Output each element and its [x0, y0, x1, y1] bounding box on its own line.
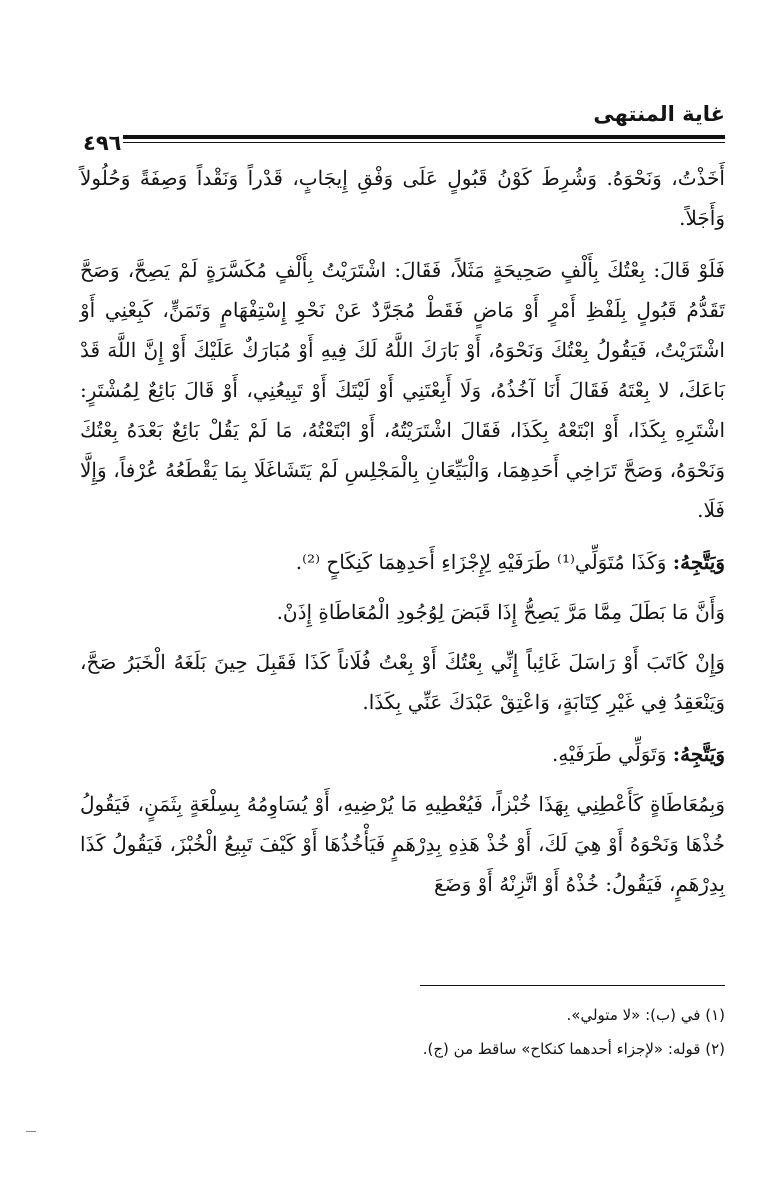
main-text [80, 158, 725, 916]
paragraph: فَلَوْ قَالَ: بِعْتُكَ بِأَلْفٍ صَحِيحَةٍ مَثَلاً، فَقَالَ: اشْتَرَيْتُ بِأَلْفٍ مُكَسَّرَةٍ لَمْ يَصِحَّ، وَصَحَّ تَقَدُّمُ قَبُولٍ بِلَفْظِ أَمْرٍ أَوْ مَاضٍ فَقَطْ مُجَرَّدٌ عَنْ نَحْوِ إِسْتِفْهَامٍ وَتَمَنٍّ، كَبِعْنِي أَوْ اشْتَرَيْتُ، فَيَقُولُ بِعْتُكَ وَنَحْوَهُ، أَوْ بَارَكَ اللَّهُ لَكَ فِيهِ أَوْ مُبَارَكٌ عَلَيْكَ أَوْ إِنَّ اللَّهَ قَدْ بَاعَكَ، لا بِعْتَهُ فَقَالَ أَنَا آخُذُهُ، وَلَا أَبِعْتَنِي أَوْ لَيْتَكَ أَوْ تَبِيعُنِي، أَوْ قَالَ بَائِعٌ لِمُشْتَرٍ: اشْتَرِهِ بِكَذَا، أَوْ ابْتَعْهُ بِكَذَا، فَقَالَ اشْتَرَيْتُهُ، أَوْ ابْتَعْتُهُ، مَا لَمْ يَقُلْ بَائِعٌ بَعْدَهُ بِعْتُكَ وَنَحْوَهُ، وَصَحَّ تَرَاخِي أَحَدِهِمَا، وَالْبَيِّعَانِ بِالْمَجْلِسِ لَمْ يَتَشَاغَلَا بِمَا يَقْطَعُهُ عُرْفاً، وَإِلَّا فَلَا. [80, 258, 725, 522]
paragraph: أَخَذْتُ، وَنَحْوَهُ. وَشُرِطَ كَوْنُ قَبُولٍ عَلَى وَفْقِ إِيجَابٍ، قَدْراً وَنَقْداً وَصِفَةً وَحُلُولاً وَأَجَلاً. [80, 166, 725, 230]
header-rule-thick [123, 135, 725, 139]
running-header-title: غاية المنتهى [593, 102, 725, 126]
paragraph: وَإِنْ كَاتَبَ أَوْ رَاسَلَ غَائِباً إِنِّي بِعْتُكَ أَوْ بِعْتُ فُلَاناً كَذَا فَقَبِلَ حِينَ بَلَغَهُ الْخَبَرُ صَحَّ، وَيَنْعَقِدُ فِي غَيْرِ كِتَابَةٍ، وَاعْتِقْ عَبْدَكَ عَنِّي بِكَذَا. [80, 650, 725, 714]
footnote: (٢) قوله: «لإجزاء أحدهما كنكاح» ساقط من (ج). [422, 1040, 725, 1058]
footnote: (١) في (ب): «لا متولي». [566, 1006, 725, 1024]
bold-term: وَيَتَّجِهُ: [672, 550, 725, 574]
paragraph: وَيَتَّجِهُ: وَتَوَلِّي طَرَفَيْهِ. [552, 742, 725, 766]
header-rule-thin [123, 142, 725, 143]
page-number: ٤٩٦ [83, 131, 122, 155]
margin-mark [26, 1131, 36, 1132]
paragraph: وَيَتَّجِهُ: وَكَذَا مُتَوَلِّي⁽¹⁾ طَرَفَيْهِ لِإِجْزَاءِ أَحَدِهِمَا كَنِكَاحٍ ⁽²⁾. [295, 550, 725, 574]
paragraph: وَأَنَّ مَا بَطَلَ مِمَّا مَرَّ يَصِحُّ إِذَا قَبَضَ لِوُجُودِ الْمُعَاطَاةِ إِذَنْ. [276, 600, 725, 624]
footnote-separator [420, 985, 725, 986]
paragraph: وَبِمُعَاطَاةٍ كَأَعْطِنِي بِهَذَا خُبْزاً، فَيُعْطِيهِ مَا يُرْضِيهِ، أَوْ يُسَاوِمُهُ بِسِلْعَةٍ بِثَمَنٍ، فَيَقُولُ خُذْهَا وَنَحْوَهُ أَوْ هِيَ لَكَ، أَوْ خُذْ هَذِهِ بِدِرْهَمٍ فَيَأْخُذُهَا أَوْ كَيْفَ تَبِيعُ الْخُبْزَ، فَيَقُولُ كَذَا بِدِرْهَمٍ، فَيَقُولُ: خُذْهُ أَوْ اتَّزِنْهُ أَوْ وَضَعَ [80, 792, 725, 896]
footnotes [80, 1000, 725, 1068]
bold-term: وَيَتَّجِهُ: [672, 742, 725, 766]
